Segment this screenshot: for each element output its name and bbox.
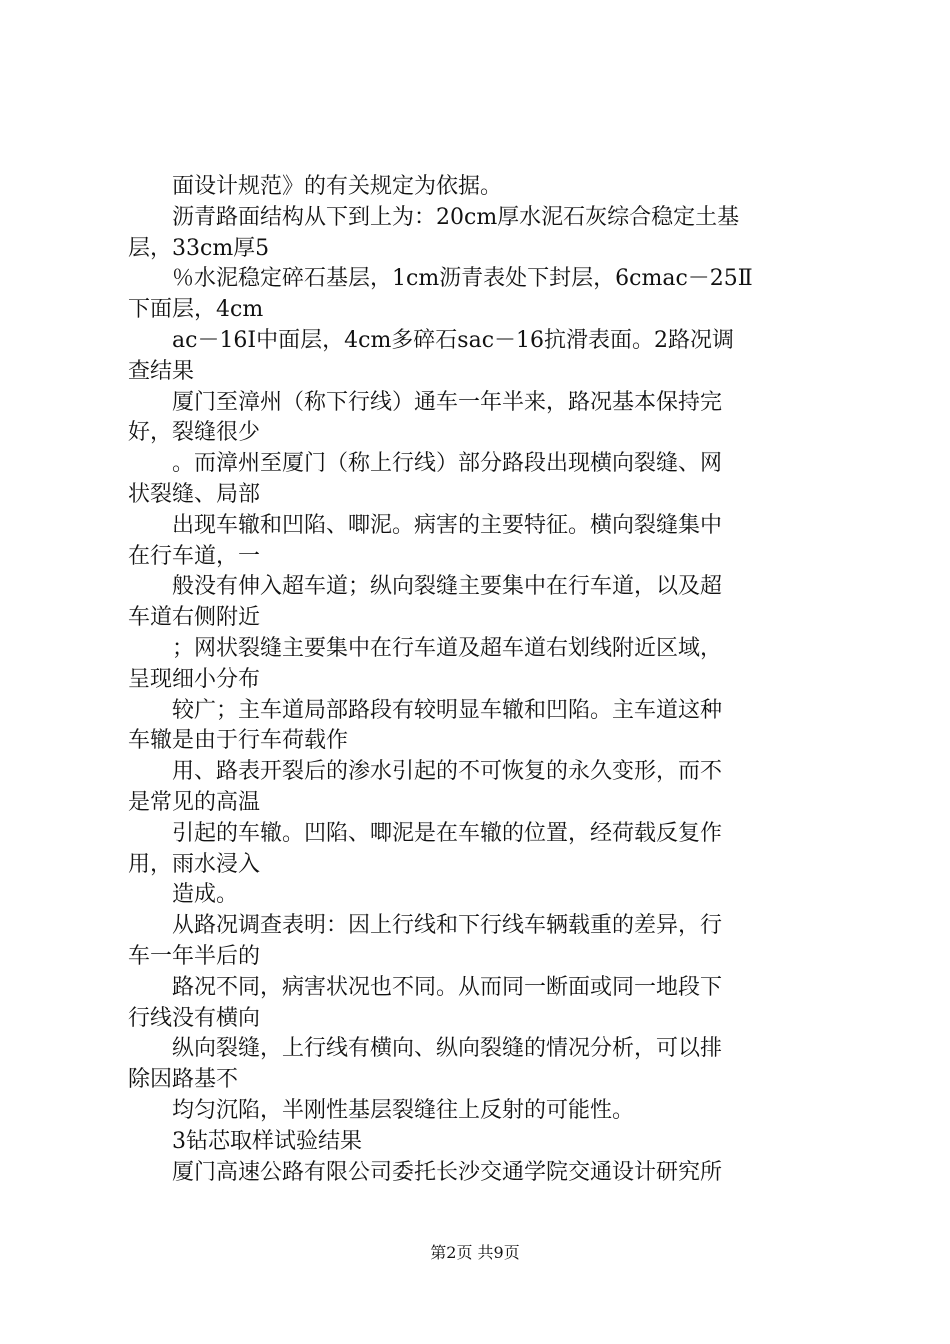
text-line: 均匀沉陷，半刚性基层裂缝往上反射的可能性。 [128,1097,635,1123]
text-line: 是常见的高温 [128,789,261,815]
text-line: 状裂缝、局部 [128,481,261,507]
text-line: 车辙是由于行车荷载作 [128,728,349,754]
text-line: 呈现细小分布 [128,666,261,692]
text-line: 般没有伸入超车道；纵向裂缝主要集中在行车道，以及超 [128,574,723,600]
text-line: 出现车辙和凹陷、唧泥。病害的主要特征。横向裂缝集中 [128,512,723,538]
text-line: ；网状裂缝主要集中在行车道及超车道右划线附近区域， [128,635,723,661]
text-line: 车道右侧附近 [128,605,261,631]
text-line: ac－16Ⅰ中面层，4cm多碎石sac－16抗滑表面。2路况调 [128,327,735,353]
body-text [128,172,834,1188]
text-line: 3钻芯取样试验结果 [128,1128,362,1154]
text-line: 纵向裂缝，上行线有横向、纵向裂缝的情况分析，可以排 [128,1036,723,1062]
text-line: 引起的车辙。凹陷、唧泥是在车辙的位置，经荷载反复作 [128,820,723,846]
text-line: 面设计规范》的有关规定为依据。 [128,174,503,199]
text-line: 用，雨水浸入 [128,851,261,877]
text-line: ％水泥稳定碎石基层，1cm沥青表处下封层，6cmac－25Ⅱ [128,266,753,292]
page-footer: 第2页 共9页 [430,1243,520,1262]
text-line: 厦门至漳州（称下行线）通车一年半来，路况基本保持完 [128,389,723,415]
text-line: 路况不同，病害状况也不同。从而同一断面或同一地段下 [128,974,723,1000]
text-line: 除因路基不 [128,1067,239,1093]
text-line: 在行车道，一 [128,543,261,569]
text-line: 查结果 [128,358,195,384]
text-line: 下面层，4cm [128,297,264,323]
text-line: 。而漳州至厦门（称上行线）部分路段出现横向裂缝、网 [128,451,723,477]
text-line: 较广；主车道局部路段有较明显车辙和凹陷。主车道这种 [128,697,723,723]
text-line: 车一年半后的 [128,943,261,969]
text-line: 用、路表开裂后的渗水引起的不可恢复的永久变形，而不 [128,759,723,785]
text-line: 层，33cm厚5 [128,235,270,261]
text-line: 好，裂缝很少 [128,420,261,446]
text-line: 厦门高速公路有限公司委托长沙交通学院交通设计研究所 [128,1159,723,1185]
text-line: 沥青路面结构从下到上为：20cm厚水泥石灰综合稳定土基 [128,204,740,230]
text-line: 从路况调查表明：因上行线和下行线车辆载重的差异，行 [128,913,723,939]
text-line: 行线没有横向 [128,1005,261,1031]
text-line: 造成。 [128,882,239,908]
